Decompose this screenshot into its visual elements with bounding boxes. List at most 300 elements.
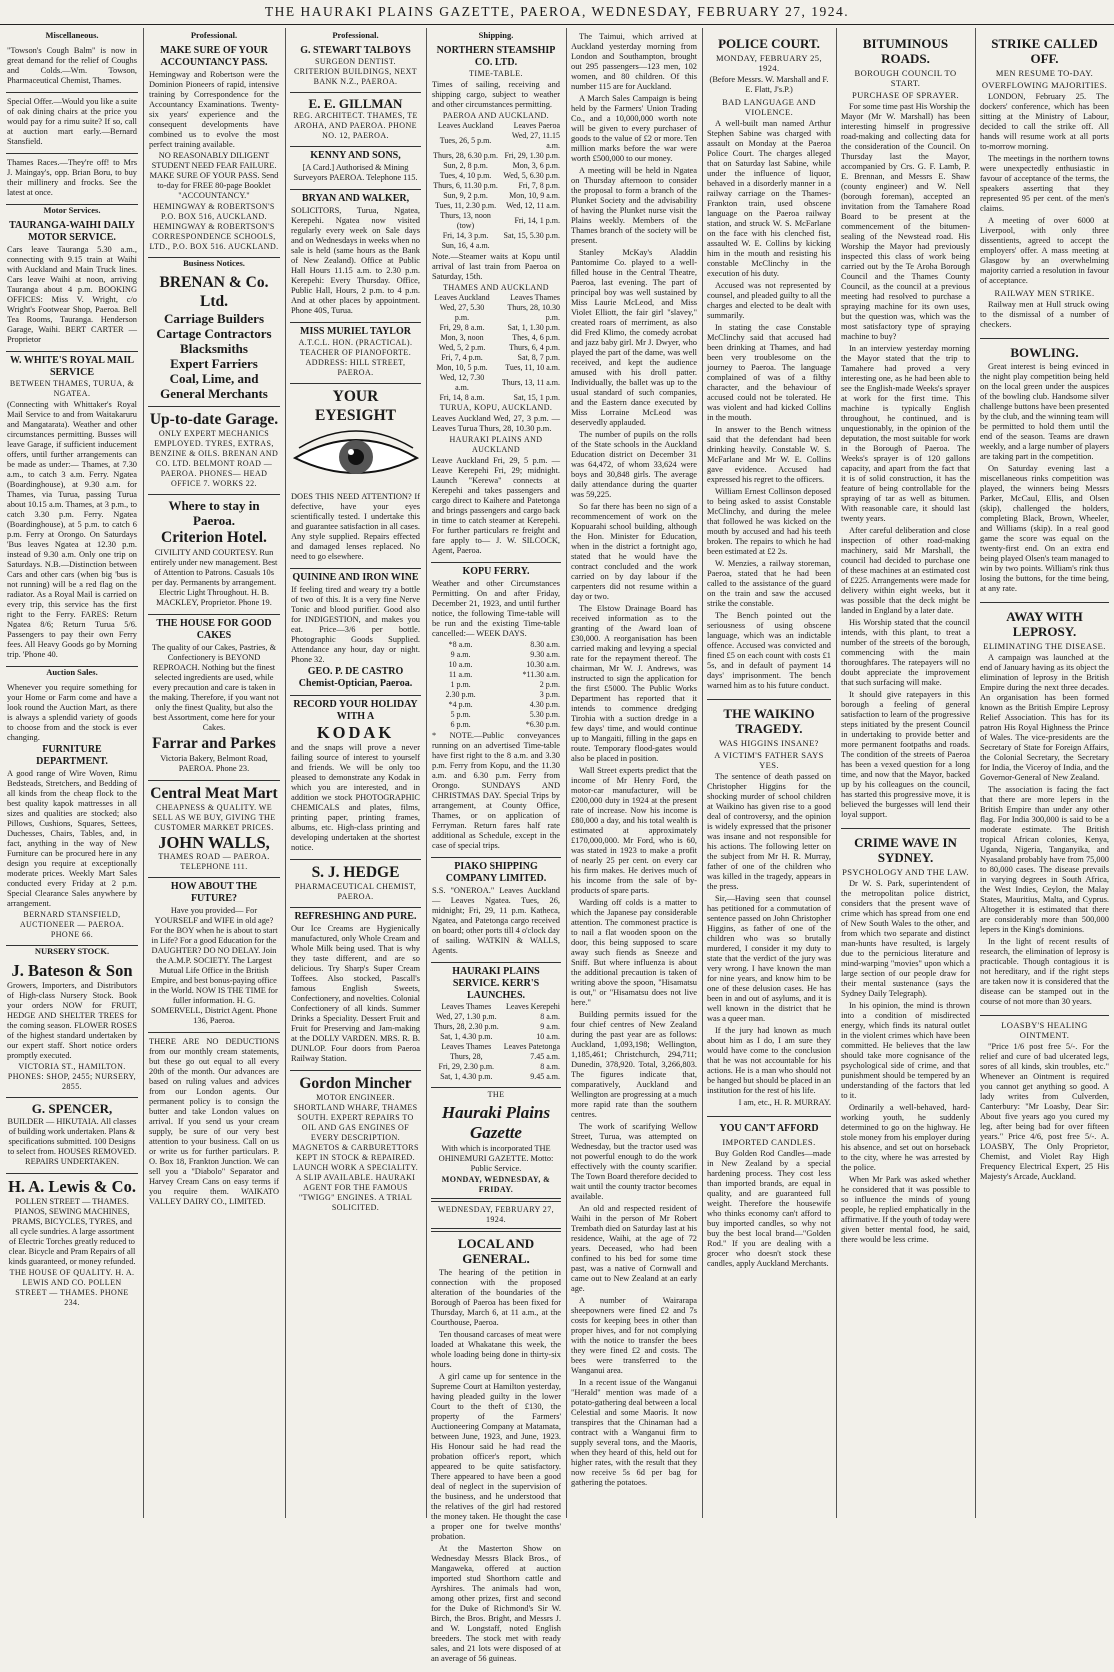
ad-text: DOES THIS NEED ATTENTION? If defective, have your eyes scientifically tested. I undertake this and guarantee satisfaction in all cases. Any style supplied. Repairs effected and damaged lenses replaced. No need to go elsewhere. (291, 492, 420, 561)
ad-heading: G. STEWART TALBOYS (300, 45, 411, 56)
ad-text: and the snaps will prove a never failing source of interest to yourself and friends. We will be only too pleased to demonstrate any Kodak in which you are interested, and in addition we stock PHOTOGRAPHIC CHEMICALS and plates, films, printing paper, printing frames, albums, etc. High-class printing and developing undertaken at the shortest notice. (291, 743, 420, 852)
timetable-header: Leaves Auckland (437, 121, 494, 130)
timetable-row (432, 191, 560, 201)
story-bowling (980, 339, 1109, 603)
story-paragraph: A March Sales Campaign is being held by the Farmers' Union Trading Co., and a 10,000,000 worth note will be given to every purchaser of goods to the value of £2 or more. Ten million marks before the war were worth £500,000 to our money. (571, 94, 697, 163)
nameplate-pre: THE (487, 1090, 505, 1099)
timetable-cell: Thurs, 28, 2.30 p.m. (433, 1022, 499, 1031)
timetable-row (432, 670, 560, 680)
ad-text: Victoria Bakery, Belmont Road, PAEROA. Phone 23. (160, 754, 268, 773)
timetable-cell: Fri, 29, 8 a.m. (439, 323, 485, 332)
timetable-row (432, 720, 560, 730)
timetable-row (432, 151, 560, 161)
timetable-cell: *6.30 p.m. (525, 720, 560, 729)
story-paragraph: A campaign was launched at the end of January having as its object the elimination of leprosy in the British Empire during the next three decades. An organisation has been formed known as the British Empire Leprosy Relief Association. This has for its patron His Royal Highness the Prince of Wales. The vice-presidents are the Secretary of State for Foreign Affairs, the Colonial Secretary, the Secretary for India, the Viceroy of India, and the Governor-General of New Zealand. (980, 653, 1109, 782)
timetable-cell: Tues, 11, 10 a.m. (505, 363, 560, 372)
section-heading: Professional. (190, 30, 238, 40)
story-paragraph: For some time past His Worship the Mayor (Mr W. Marshall) has been interesting himself in progressive road-making and collecting data for the consideration of the Council. On Thursday last the Mayor, accompanied by Crs. G. F. Lamb, P. E. Brennan, and Messrs E. Shaw (county engineer) and W. Nell (borough foreman), accepted an invitation from the Tamahere Road Board to be present at the commencement of the bitumen-sealing of the Newstead road. His Worship the Mayor had previously inspected this class of work being carried out by the Te Aroha Borough Council and the Thames County Council, as the council at a previous meeting had resolved to purchase a spraying machine for its own uses, but the question was, which was the most satisfactory type of spraying machine to buy? (841, 102, 970, 341)
story-paragraph: Stanley McKay's Aladdin Pantomime Co. played to a well-filled house in the Central Theatre, Paeroa, last evening. The part of principal boy was well sustained by Miss Laurie McLeod, and Miss Violet Elliott, the fair girl "slavey," created roars of merriment, as also did Fred Klimo, the comedy acrobat and jazz baby girl. Mr J. Dwyer, who played the part of the dame, was well received, and kept the audience amused with his droll patter. Individually, the ballet was up to the usual standard of such companies, and the Eastern dance executed by Miss Lorraine McLeod was deservedly applauded. (571, 248, 697, 427)
story-subheading: ELIMINATING THE DISEASE. (983, 641, 1106, 651)
timetable-cell: 4.30 p.m. (529, 700, 560, 709)
double-rule (431, 1198, 561, 1202)
story-paragraph: When Mr Park was asked whether he considered that it was possible to so influence the minds of young people, he replied emphatically in the affirmative. If the youth of today were given better mental food, he said, there would be less crime. (841, 1175, 970, 1244)
timetable-cell: Leaves Thames (441, 1002, 492, 1011)
ad-heading: BRENAN & Co. Ltd. (159, 274, 269, 310)
ad-heading: HAURAKI PLAINS SERVICE. KERR'S LAUNCHES. (452, 966, 540, 1001)
ad-special-offer (6, 93, 138, 154)
ad-text: Our Ice Creams are Hygienically manufactured, only Whole Cream and Whole Milk being used. That is why they taste different, and are so delicious. Try Sharp's Super Cream Toffees. Also stocked, Pascall's famous English Sweets, Confectionery, and novelties. Colonial Confectionery of all kinds. Summer Drinks a Speciality. Dessert Fruit and Fruit for Preserving and Jam-making at the DOLLY VARDEN. MRS. R. B. DUNLOP. Four doors from Paeroa Railway Station. (291, 924, 421, 1063)
timetable-cell: Wed, 12, 7.30 a.m. (439, 373, 485, 392)
timetable-cell: Leaves Patetonga (503, 1042, 560, 1051)
section-heading: Auction Sales. (46, 667, 98, 677)
ad-subheading: IMPORTED CANDLES. (722, 1137, 816, 1147)
story-subheading: MEN RESUME TO-DAY. (995, 68, 1094, 78)
ad-garage (148, 407, 280, 495)
timetable-heading: PAEROA AND AUCKLAND. (442, 111, 550, 120)
story-paragraph: An old and respected resident of Waihi in the person of Mr Robert Trembath died on Saturday last at his residence, Waihi, at the age of 72 years. Deceased, who had been confined to his bed for some time past, was a native of Cornwall and came out to New Zealand at an early age. (571, 1204, 697, 1293)
ad-text: Times of sailing, receiving and shipping cargo, subject to weather and other circumstances permitting. (432, 80, 560, 109)
ad-text: Hemingway and Robertson were the Dominion Pioneers of rapid, intensive training by Correspondence for the Accountancy Examinations. Twenty-six years' experience and the consequent developments have combined us to evolve the most perfect training available. (149, 70, 279, 149)
ad-spencer (6, 1098, 138, 1174)
ad-heading: JOHN WALLS, (158, 833, 270, 852)
ad-line: Carriage Builders (163, 311, 264, 326)
ad-heading: QUININE AND IRON WINE (292, 572, 419, 583)
ad-subheading: TIME-TABLE. (469, 69, 523, 78)
story-headline: AWAY WITH LEPROSY. (1006, 609, 1083, 639)
story-waikino-tragedy (707, 700, 831, 1117)
ad-heading: YOUR EYESIGHT (315, 388, 396, 424)
timetable-cell: 9 a.m. (450, 650, 471, 659)
ad-good-cakes (148, 615, 280, 781)
section-heading: Shipping. (478, 30, 514, 40)
ad-amp-society (148, 878, 280, 1033)
timetable-cell: Wed, 12, 11 a.m. (506, 201, 560, 210)
timetable-cell: Leaves Kerepehi (506, 1002, 560, 1011)
story-paragraph: The Bench pointed out the seriousness of using obscene language, which was an indictable offence. Accused was convicted and fined £5 on each count with costs £1 5s, and in default of payment 14 days' imprisonment. The bench warned him as to his future conduct. (707, 611, 831, 690)
ad-text: REG. ARCHITECT. THAMES, TE AROHA, AND PAEROA. PHONE NO. 12, PAEROA. (293, 111, 418, 140)
timetable-row (432, 181, 560, 191)
ad-piako-shipping (431, 858, 561, 963)
ad-white-royal-mail (6, 352, 138, 667)
timetable-cell: 5.30 p.m. (529, 710, 560, 719)
timetable-row (432, 343, 560, 353)
ad-heading: RECORD YOUR HOLIDAY WITH A (293, 699, 418, 722)
timetable-row (432, 323, 560, 333)
ad-brenan (148, 270, 280, 407)
timetable-cell: 8 a.m. (540, 1012, 560, 1021)
ad-heading: KOPU FERRY. (462, 566, 530, 577)
masthead-title: THE HAURAKI PLAINS GAZETTE, PAEROA, WEDNESDAY, FEBRUARY 27, 1924. (264, 4, 850, 19)
timetable-cell: *8 a.m. (448, 640, 473, 649)
ad-heading: Up-to-date Garage. (149, 411, 279, 428)
timetable-row (432, 1072, 560, 1082)
ad-muriel-taylor (290, 323, 421, 384)
story-paragraph: His Worship stated that the council intends, with this plant, to treat a number of the streets of the borough, commencing with the main thoroughfares. The ratepayers will no doubt appreciate the improvement that such surfacing will make. (841, 618, 970, 687)
ad-accountancy (148, 42, 280, 258)
ad-heading: NORTHERN STEAMSHIP CO. LTD. (436, 45, 556, 68)
story-paragraph: It should give ratepayers in this borough a feeling of general satisfaction to learn of the progressive steps initiated by the present Council in undertaking to provide better and more permanent footpaths and roads. The condition of the streets of Paeroa has been a vexed question for a long time, and now that the Mayor, backed up by his colleagues on the council, has started this progressive move, it is believed the burgesses will lend their loyal support. (841, 690, 970, 819)
column-3-professional (286, 30, 425, 1516)
timetable-row (432, 1052, 560, 1062)
timetable-cell: 8.30 a.m. (530, 640, 560, 649)
story-headline: CRIME WAVE IN SYDNEY. (854, 835, 957, 865)
section-heading: Professional. (332, 30, 379, 40)
ad-mincher (290, 1071, 421, 1218)
story-crime-wave (841, 829, 970, 1253)
story-signoff: I am, etc., H. R. MURRAY. (738, 1098, 831, 1107)
ad-heading: TAURANGA-WAIHI DAILY MOTOR SERVICE. (9, 220, 135, 243)
ad-address: VICTORIA ST., HAMILTON. PHONES: SHOP, 2455; NURSERY, 2855. (7, 1062, 137, 1091)
timetable-cell: Wed, 27, 5.30 p.m. (439, 303, 485, 322)
ad-heading: J. Bateson & Son (11, 961, 133, 980)
timetable-row (432, 1022, 560, 1032)
timetable-row (432, 211, 560, 231)
timetable-cell: Wed, 5, 2 p.m. (438, 343, 486, 352)
timetable-heading: HAURAKI PLAINS AND AUCKLAND (449, 435, 543, 454)
timetable-launches (432, 1002, 560, 1082)
timetable-cell: Sun, 2, 8 p.m. (443, 161, 488, 170)
timetable-cell: 10.30 a.m. (526, 660, 560, 669)
ad-heading: Criterion Hotel. (161, 529, 267, 546)
nameplate-title: Hauraki Plains Gazette (441, 1103, 551, 1142)
timetable-row (432, 241, 560, 251)
ad-heading: G. SPENCER, (31, 1101, 113, 1116)
ad-text: Special Offer.—Would you like a suite of oak dining chairs at the price you would pay for a rimu suite? If so, call at auction mart early.—Bernard Stansfield. (7, 97, 137, 146)
timetable-cell: Mon, 3, 6 p.m. (512, 161, 560, 170)
timetable-cell: Fri, 7, 8 p.m. (518, 181, 560, 190)
ad-hauraki-plains-service (431, 963, 561, 1088)
ad-bateson (6, 958, 138, 1098)
ad-heading: BRYAN AND WALKER, (301, 193, 410, 204)
story-bituminous-roads (841, 30, 970, 829)
timetable-row (432, 660, 560, 670)
timetable-cell: 9 a.m. (540, 1022, 560, 1031)
timetable-row (432, 363, 560, 373)
timetable-cell: 8 a.m. (540, 1062, 560, 1071)
ad-heading: HOW ABOUT THE FUTURE? (170, 881, 258, 904)
timetable-row (432, 353, 560, 363)
ad-northern-steamship (431, 42, 561, 563)
timetable-cell: Wed, 5, 6.30 p.m. (503, 171, 560, 180)
ad-heading: KODAK (316, 723, 395, 742)
story-paragraph: Warding off colds is a matter to which the Japanese pay considerable attention. The commonest practice is to nail a flat wooden spoon on the door, this being supposed to scare away such fiends as Sneeze and Sniff. But where influenza is about the additional precaution is taken of writing above the spoon, "Hisamatsu is out," or "Hisamatsu does not live here." (571, 898, 697, 1007)
story-subheading: PURCHASE OF SPRAYER. (851, 90, 960, 100)
story-paragraph: The work of scarifying Wellow Street, Turua, was attempted on Wednesday, but the tractor used was not powerful enough to do the work effectively with the county scarifier. The Town Board therefore decided to wait until the county tractor becomes available. (571, 1122, 697, 1201)
column-6-police-court (703, 30, 835, 1516)
story-paragraph: A meeting will be held in Ngatea on Thursday afternoon to consider the proposal to form a branch of the Plunket Society and the advisability of having the Plunket nurse visit the Plains weekly. Members of the Thames branch of the society will be present. (571, 166, 697, 245)
ad-heading: KENNY AND SONS, (310, 150, 401, 161)
timetable-row (432, 231, 560, 241)
timetable-cell: Fri, 14, 8 a.m. (439, 393, 485, 402)
timetable-cell: Sat, 1, 1.30 p.m. (507, 323, 560, 332)
ad-heading: Where to stay in Paeroa. (168, 498, 260, 528)
timetable-cell: Fri, 29, 1.30 p.m. (504, 151, 560, 160)
timetable-cell: Sat, 15, 5.30 p.m. (503, 231, 560, 240)
story-paragraph: A girl came up for sentence in the Supreme Court at Hamilton yesterday, having pleaded guilty in the lower Court to the theft of £130, the property of the Farmers' Auctioneering Company at Matamata, between June, 1923, and June, 1923. His Honour said he had read the probation officer's report, which appeared to be quite satisfactory. There appeared to have been a good deal of neglect in the supervision of the business, and he understood that the relatives of the girl had restored the money taken. He thought the case a proper one for twelve months' probation. (431, 1372, 561, 1541)
timetable-paeroa (432, 121, 560, 251)
ad-waikato-dairy (148, 1033, 280, 1213)
ad-text: A good range of Wire Woven, Rimu Bedsteads, Stretchers, and Bedding of all kinds from the cheap flock to the best quality kapok mattresses in all sizes and qualities are stocked; also Pillows, Cushions, Squares, Settees, Duchesses, Chairs, Tables, and, in fact, anything in the way of New Furniture can be procured here in any design you require at exceptionally moderate prices. Weekly Mart Sales conducted every Friday at 2 p.m. Special Clearance Sales anywhere by arrangement. (7, 769, 137, 908)
story-subheading: BAD LANGUAGE AND VIOLENCE. (722, 97, 816, 117)
story-headline: LOCAL AND GENERAL. (457, 1236, 535, 1266)
timetable-cell: Thurs, 6, 11.30 p.m. (433, 181, 498, 190)
story-headline: BOWLING. (1010, 345, 1079, 360)
timetable-cell: Thurs, 28, 6.30 p.m. (433, 151, 498, 160)
double-rule (431, 1228, 561, 1232)
ad-text: Leave Auckland Fri, 29, 5 p.m. — Leave Kerepehi Fri, 29; midnight. Launch "Kerewa" connects at Kerepehi and takes passengers and cargo direct to Kaihere and Patetonga and brings passengers and cargo back in time to catch steamer at Kerepehi. For further particulars re freight and fare apply to— J. W. SILCOCK, Agent, Paeroa. (432, 456, 560, 555)
timetable-cell: Mon, 3, noon (440, 333, 484, 342)
story-paragraph: The meetings in the northern towns were unexpectedly enthusiastic in favour of acceptance of the terms, the speakers asserting that they represented 95 per cent. of the men's claims. (980, 154, 1109, 213)
ad-text: "Towson's Cough Balm" is now in great demand for the relief of Coughs and Colds.—Wm. Towson, Pharmaceutical Chemist, Thames. (7, 46, 137, 85)
story-paragraph: In the light of recent results of research, the elimination of leprosy is practicable. Though contagious it is not hereditary, and if the right steps are taken now it is considered that the disease can be stamped out in the course of not more than 30 years. (980, 937, 1109, 1006)
ad-text: Cars leave Tauranga 5.30 a.m., connecting with 9.15 train at Waihi with Auckland and Main Truck lines. Cars leave Waihi at noon, arriving Tauranga about 4 p.m. BOOKING OFFICES: Miss V. Wright, c/o Wright's Footwear Shop, Paeroa. Bell Tea Rooms, Tauranga. Henderson Garage, Waihi. BERT CARTER — Proprietor (7, 245, 137, 344)
story-paragraph: In stating the case Constable McClinchy said that accused had been drinking at Thames, and had been very troublesome on the journey to Paeroa. The language complained of was of a filthy character, and the behaviour of accused could not be tolerated. He was violent and had kicked Collins in the mouth. (707, 323, 831, 422)
ad-text: CIVILITY AND COURTESY. Run entirely under new management. Best of Attention to Patrons. Casuals 10s per day. Permanents by arrangement. Electric Light Throughout. H. B. MACKLEY, Proprietor. Phone 19. (150, 548, 278, 607)
story-paragraph: The association is facing the fact that there are more lepers in the British Empire than under any other flag. For India 300,000 is said to be a moderate estimate. The British tropical African colonies, Kenya, Uganda, Nigeria, Tanganyika, and Nyasaland probably have from 75,000 to 80,000 cases. The disease prevails in varying degrees in South Africa, the West Indies, Ceylon, the Malay States, Mauritius, Malta, and Cyprus. Altogether it is estimated that there are considerably more than 500,000 lepers in the King's dominions. (980, 785, 1109, 934)
timetable-cell: Tues, 26, 5 p.m. (439, 136, 492, 145)
nameplate-subtitle: With which is incorporated THE OHINEMURI GAZETTE. Motto: Public Service. (438, 1144, 554, 1173)
ad-subheading: BETWEEN THAMES, TURUA, & NGATEA. (9, 379, 135, 398)
ad-tauranga-motor (6, 217, 138, 352)
ad-text: Growers, Importers, and Distributors of High-class Nursery Stock. Book your orders NOW for FRUIT, HEDGE AND SHELTER TREES for the coming season. FLOWER ROSES of the highest standard undertaken by our expert staff. Short notice orders promptly executed. (7, 981, 137, 1060)
timetable-row (432, 131, 560, 151)
ad-text: MOTOR ENGINEER. SHORTLAND WHARF, THAMES SOUTH. EXPERT REPAIRS TO OIL AND GAS ENGINES OF EVERY DESCRIPTION. MAGNETOS & CARBURETTORS KEPT IN STOCK & REPAIRED. LAUNCH WORK A SPECIALITY. A SLIP AVAILABLE. HAURAKI AGENT FOR THE FAMOUS "TWIGG" ENGINES. A TRIAL SOLICITED. (292, 1093, 419, 1212)
story-subheading: PSYCHOLOGY AND THE LAW. (842, 867, 969, 877)
story-paragraph: LONDON, February 25. The dockers' conference, which has been sitting at the Ministry of Labour, decided to call the strike off. All hands will resume work at all ports to-morrow morning. (980, 92, 1109, 151)
ad-kodak (290, 696, 421, 860)
ad-eyesight (290, 384, 421, 569)
timetable-cell: Thurs, 28, 10.30 p.m. (507, 303, 560, 322)
gazette-nameplate (431, 1088, 561, 1672)
timetable-cell: 1 p.m. (450, 680, 471, 689)
timetable-cell: 10 a.m. (536, 1032, 560, 1041)
ad-text: THERE ARE NO DEDUCTIONS from our monthly cream statements, but these go out equal to all every 20th of the month. Our advances are based on ruling values and advices from our London agents. Our permanent policy is to consign the butter and take London values on arrival. If you send us your cream supply, be sure of our very best attention to your business. Call on us or write us for further particulars. P. O. Box 18, Frankton Junction. We can sell you a "Diabolo" Separator and Harvey Cream Cans on easy terms if you require them. WAIKATO VALLEY DAIRY CO., LIMITED. (149, 1037, 279, 1206)
ad-text: Note.—Steamer waits at Kopu until arrival of last train from Paeroa on Saturday, 15th. (432, 252, 560, 281)
ad-text: A.T.C.L. HON. (PRACTICAL). TEACHER OF PIANOFORTE. ADDRESS: HILL STREET, PAEROA. (298, 338, 413, 377)
ad-heading: THE HOUSE FOR GOOD CAKES (156, 618, 272, 641)
ad-text: PHARMACEUTICAL CHEMIST, PAEROA. (294, 882, 417, 901)
story-paragraph: In a recent issue of the Wanganui "Herald" mention was made of a potato-gathering deal between a local Celestial and some Maoris. It now transpires that the Chinaman had a contract with a Wanganui firm to supply several tons, and the Maoris, when they heard of this, held out for higher rates, with the result that they now receive 5s 6d per bag for gathering the potatoes. (571, 1378, 697, 1487)
timetable-cell: 10 a.m. (448, 660, 473, 669)
ad-text: (Connecting with Whittaker's Royal Mail Service to and from Waitakaruru and Mangatarata). Weather and other circumstances permitting. Busses will leave Garage, if sufficient inducement offers, until further arrangements can be made as under:— Thames, at 7.30 a.m., to catch 3 a.m. Ferry. Ngatea (Boardinghouse), at 9.30 a.m. for Thames, via Turua, passing Turua about 10.15 a.m. Thames, at 3 p.m., to catch 3.30 p.m. Ferry. Ngatea (Boardinghouse), at 5 p.m. to catch 6 p.m. Ferry at Orongo. On Saturdays 'Bus leaves Ngatea at 12.30 p.m. instead of 9.30 a.m. Only one trip on Saturdays. N.B.—Distinction between Cars and other cars (when big 'bus is not running) will be a red flag on the radiator. As a Royal Mail is carried on every trip, this service has the first right to the Ferry. FARES: Return Ngatea 8/6; Return Turua 5/6. Passengers to pay their own Ferry fees. All Heavy Goods go by Morning trip. 'Phone 40. (7, 400, 137, 659)
timetable-cell: 6 p.m. (450, 720, 471, 729)
timetable-row (432, 373, 560, 393)
ad-kopu-ferry (431, 563, 561, 858)
timetable-cell: 5 p.m. (450, 710, 471, 719)
timetable-cell: Wed, 27, 11.15 a.m. (511, 131, 560, 150)
story-paragraph: At the Masterton Show on Wednesday Messrs Black Bros., of Mangaweka, offered at auction imported stud Shorthorn cattle and Ayrshires. The animals had won, among other prizes, first and second for the Duke of Richmond's Sir W. Birch, the Bros. Bright, and Messrs J. and W. Longstaff, noted English breeders. The stock met with ready sales, and 21 lots were disposed of at an average of 56 guineas. (431, 1544, 561, 1663)
timetable-row (432, 1042, 560, 1052)
ad-bryan-walker (290, 190, 421, 323)
ad-line: Cartage Contractors (156, 326, 272, 341)
timetable-row (432, 1002, 560, 1012)
story-paragraph: After careful deliberation and close inspection of other road-making machinery, said Mr Marshall, the council had decided to purchase one of these machines at an estimated cost of £225. Arrangements were made for delivery within eight weeks, but it was possible that the deck might be landed in England by a later date. (841, 526, 970, 615)
timetable-row (432, 680, 560, 690)
story-subheading: A VICTIM'S FATHER SAYS YES. (714, 750, 824, 770)
section-heading: NURSERY STOCK. (34, 946, 110, 956)
ad-gillman (290, 93, 421, 147)
timetable-cell: *11.30 a.m. (522, 670, 560, 679)
timetable-cell: Thes, 4, 6 p.m. (512, 333, 560, 342)
ad-text: BUILDER — HIKUTAIA. All classes of building work undertaken. Plans & specifications submitted. 100 Designs to select from. HOUSES REMOVED. REPAIRS UNDERTAKEN. (7, 1117, 137, 1166)
ad-hedge (290, 860, 421, 908)
story-paragraph: A number of Wairarapa sheepowners were fined £2 and 7s costs for keeping bees in other than proper hives, and for not complying with the notice to transfer the bees they were fined £2 and costs. The bees were transferred to the Wanganui area. (571, 1296, 697, 1375)
ad-heading: REFRESHING AND PURE. (294, 911, 417, 922)
ad-text: S.S. "ONEROA." Leaves Auckland — Leaves Ngatea. Tues, 26, midnight; Fri, 29, 11 p.m. Katheca, Ngatea, and Patetonga cargo received on board; other ports till 4 o'clock day of sailing. WATKIN & WALLS, Agents. (432, 886, 560, 955)
ad-line: General Merchants (160, 386, 268, 401)
story-leprosy (980, 603, 1109, 1016)
timetable-row (432, 650, 560, 660)
ad-line: Blacksmiths (180, 341, 248, 356)
story-paragraph: On Saturday evening last a miscellaneous rinks competition was played, the winners being Messrs Parker, McCaul, Ellis, and Olsen (skip), challenged the holders, completing Black, Brown, Wheeler, and Williams (skip). In a real good game the score was equal on the twenty-first end. On an extra end being played Olsen's team managed to win by two points. William's rink thus losing the buttons, for the time being, at any rate. (980, 464, 1109, 593)
timetable-heading: THAMES AND AUCKLAND (443, 283, 549, 292)
timetable-cell: Fri, 14, 3 p.m. (442, 231, 489, 240)
timetable-row (432, 1062, 560, 1072)
timetable-header: Leaves Auckland (434, 293, 490, 302)
timetable-row (432, 690, 560, 700)
issue-date: WEDNESDAY, FEBRUARY 27, 1924. (437, 1205, 555, 1224)
timetable-cell: Fri, 7, 4 p.m. (441, 353, 483, 362)
story-paragraph: Railway men at Hull struck owing to the dismissal of a number of checkers. (980, 300, 1109, 329)
ad-text: Buy Golden Rod Candles—made in New Zealand by a special hardening process. They cost less than imported brands, are equal in quality, and are guaranteed full weight. Therefore the housewife who thinks economy can't afford to buy imported candles, so why not buy the best local brand—"Golden Rod." If you are dealing with a grocer who doesn't stock these candles, apply Auckland Merchants. (707, 1149, 831, 1268)
story-paragraph: A well-built man named Arthur Stephen Sabine was charged with assault on Monday at the Paeroa Police Court. The charges alleged that on Saturday last Sabine, while under the influence of liquor, behaved in a disorderly manner in a railway carriage on the Thames-Frankton train, used obscene language on the Paeroa railway station, and struck W. S. McFarlane on the face with his clenched fist, assaulted W. E. Collins by kicking him in the mouth and resisting his constable McClinchy in the execution of his duty. (707, 119, 831, 278)
timetable-row (432, 333, 560, 343)
ad-text: NO REASONABLY DILIGENT STUDENT NEED FEAR FAILURE. MAKE SURE OF YOUR PASS. Send to-day for FREE 80-page Booklet "ACCOUNTANCY." (149, 151, 279, 200)
story-paragraph: In an interview yesterday morning the Mayor stated that the trip to Tamahere had proved a very interesting one, as he had been able to see the English-made Weeks's sprayer at work for the first time. This machine is typically English throughout, he continued, and is unquestionably, in the opinion of the deputation, the most suitable for work in the Borough of Paeroa. The Weeks's sprayer is of 120 gallons capacity, and apart from the fact that it is of solid construction, it has the feature of being controllable for the spraying of tar as well as bitumen. With reasonable care, it should last twenty years. (841, 344, 970, 523)
ad-text: Have you provided— For YOURSELF and WIFE in old age? For the BOY when he is about to start in Life? For a good Education for the DAUGHTER? DO NO DELAY. Join the A.M.P. SOCIETY. The Largest Mutual Life Office in the British Empire, and best bonus-paying office in the World. NOW IS THE TIME for fuller information. H. G. SOMERVELL, District Agent. Phone 136, Paeroa. (150, 906, 278, 1025)
timetable-row (432, 1012, 560, 1022)
timetable-cell: Fri, 29, 2.30 p.m. (438, 1062, 495, 1071)
timetable-cell: Sat, 15, 1 p.m. (513, 393, 560, 402)
masthead (0, 0, 1114, 25)
timetable-cell: Wed, 27, 1.30 p.m. (435, 1012, 497, 1021)
story-paragraph: W. Menzies, a railway storeman, Paeroa, stated that he had been called to the assistance of the guard on the train and saw the accused strike the constable. (707, 559, 831, 608)
column-2-business (144, 30, 284, 1516)
ad-heading: MISS MURIEL TAYLOR (300, 326, 411, 337)
timetable-cell: Sun, 9, 2 p.m. (443, 191, 488, 200)
column-7-bituminous-roads (837, 30, 974, 1516)
timetable-cell: 7.45 a.m. (530, 1052, 560, 1061)
ad-criterion-hotel (148, 495, 280, 615)
ad-line: Coal, Lime, and (169, 371, 259, 386)
ad-subheading: Chemist-Optician, Paeroa. (298, 678, 413, 689)
story-paragraph: A meeting of over 6000 at Liverpool, with only three dissentients, agreed to accept the employers' offer. A mass meeting at Glasgow by an overwhelming majority carried a resolution in favour of acceptance. (980, 216, 1109, 285)
timetable-row (432, 303, 560, 323)
ad-text: Weather and other Circumstances Permitting. On and after Friday, December 21, 1923, and until further notice, the following Time-table will be run and the existing Time-table cancelled:— WEEK DAYS. (432, 579, 560, 638)
timetable-header: Leaves Thames (510, 293, 560, 302)
ad-signoff: BERNARD STANSFIELD, AUCTIONEER — PAEROA. PHONE 66. (19, 910, 125, 939)
ad-text: POLLEN STREET — THAMES. PIANOS, SEWING MACHINES, PRAMS, BICYCLES, TYRES, and all cycle sundries. A large assortment of Electric Torches greatly reduced to clear. Bicycle and Pram Repairs of all kinds guaranteed, or money refunded. (8, 1197, 136, 1266)
story-dateline: MONDAY, FEBRUARY 25, 1924. (716, 53, 822, 73)
story-byline: (Before Messrs. W. Marshall and F. E. Flatt, J's.P.) (709, 75, 829, 94)
story-paragraph: Building permits issued for the four chief centres of New Zealand during the past year are as follows: Auckland, 1,093,198; Wellington, 1,185,461; Christchurch, 294,711; Dunedin, 378,920. Total, 3,266,803. The figures indicate that, comparatively, Auckland and Wellington are progressing at a much more rapid rate than the southern centres. (571, 1010, 697, 1119)
story-paragraph: Dr W. S. Park, superintendent of the metropolitan police district, considers that the present wave of crime which has spread from one end of New South Wales to the other, and from which two separate and distinct man-hunts have resulted, is largely due to the pernicious literature and mind-warping "movies" upon which a large section of our people draw for their mental sustenance (says the Sydney Daily Telegraph). (841, 879, 970, 998)
ad-heading: Gordon Mincher (299, 1075, 412, 1092)
timetable-row (432, 710, 560, 720)
timetable-cell: 3 p.m. (539, 690, 560, 699)
timetable-cell: 2.30 p.m. (445, 690, 476, 699)
timetable-ferry (432, 640, 560, 730)
timetable-row (432, 393, 560, 403)
timetable-cell: 2 p.m. (539, 680, 560, 689)
timetable-cell: Thurs, 6, 4 p.m. (509, 343, 560, 352)
timetable-cell: *4 p.m. (448, 700, 473, 709)
ad-heading: PIAKO SHIPPING COMPANY LIMITED. (445, 861, 547, 884)
ad-thames-races (6, 154, 138, 205)
ad-text: If feeling tired and weary try a bottle of two of this. It is a very fine Nerve Tonic and blood purifier. Good also for INDIGESTION, and makes you eat. Price—3/6 per bottle. Photographic Goods Supplied. Attendance any hour, day or night. Phone 32. (291, 585, 420, 664)
timetable-cell: Sun, 16, 4 a.m. (441, 241, 490, 250)
story-paragraph: Accused was not represented by counsel, and pleaded guilty to all the charges and elected to be dealt with summarily. (707, 281, 831, 320)
story-paragraph: William Ernest Collinson deposed to being asked to assist Constable McClinchy, and during the melee that followed he was kicked on the mouth by accused and had his teeth broken. The repairs to which he had been estimated at £2 2s. (707, 487, 831, 556)
ad-line: Expert Farriers (170, 356, 258, 371)
local-general-continued (571, 30, 697, 1496)
story-paragraph: In answer to the Bench witness said that the defendant had been drinking heavily. Constable W. S. McFarlane and Mr W. E. Collins gave evidence. Accused had expressed his regret to the officers. (707, 425, 831, 484)
ad-loasby-ointment (980, 1016, 1109, 1190)
ad-heading: GEO. P. DE CASTRO (307, 666, 404, 677)
section-heading: Miscellaneous. (45, 30, 99, 40)
ad-heading: MAKE SURE OF YOUR ACCOUNTANCY PASS. (160, 45, 268, 68)
ad-address: HEMINGWAY & ROBERTSON'S P.O. BOX 516, AUCKLAND. HEMINGWAY & ROBERTSON'S CORRESPONDENCE SCHOOLS, LTD., P.O. BOX 516. AUCKLAND. (149, 202, 279, 251)
ad-heading: E. E. GILLMAN (308, 96, 403, 111)
ad-heading: S. J. HEDGE (311, 864, 400, 881)
story-paragraph: Great interest is being evinced in the night play competition being held on the local green under the auspices of the bowling club. Handsome silver challenge buttons have been presented by the club, and the winning team will be permitted to hold them until the end of the season. Teams are drawn weekly, and a large number of players are taking part in the competition. (980, 362, 1109, 461)
timetable-cell: Sat, 1, 4.30 p.m. (440, 1072, 493, 1081)
ad-heading: YOU CAN'T AFFORD (719, 1123, 819, 1134)
eye-icon (291, 428, 421, 484)
ad-heading: Central Meat Mart (150, 785, 278, 802)
ad-heading: H. A. Lewis & Co. (8, 1177, 136, 1196)
timetable-row (432, 640, 560, 650)
timetable-cell: Sat, 8, 7 p.m. (517, 353, 560, 362)
timetable-row (432, 171, 560, 181)
ad-quinine (290, 569, 421, 696)
column-1-classifieds (2, 30, 142, 1516)
column-5-local-news (567, 30, 701, 1516)
ad-towson (6, 42, 138, 93)
ad-text: SOLICITORS, Turua, Ngatea, Kerepehi. Ngatea now visited regularly every week on Sale days and on Wednesdays in weeks when no sale is held (same hours as the Bank of New Zealand). Office at Public Hall Hours 11.15 a.m. to 2.30 p.m. Kerepehi: Every Thursday. Office, Public Hall, Hours, 2 p.m. to 4 p.m. And at other places by appointment. Phone 40S, Turua. (291, 206, 420, 315)
story-subheading: RAILWAY MEN STRIKE. (994, 288, 1095, 298)
timetable-cell (499, 241, 560, 251)
ad-address: THAMES ROAD — PAEROA. TELEPHONE 111. (158, 852, 270, 871)
story-paragraph: Ten thousand carcases of meat were loaded at Whakatane this week, the whole loading being done in thirty-six hours. (431, 1330, 561, 1369)
ad-lewis (6, 1174, 138, 1313)
timetable-cell: Thurs, 13, 11 a.m. (501, 378, 560, 387)
story-paragraph: The Taimui, which arrived at Auckland yesterday morning from London and Southampton, brought out 295 passengers—123 men, 102 women, and 80 children. Of this number 115 are for Auckland. (571, 32, 697, 91)
ad-text: Thames Races.—They're off! to Mrs J. Maingay's, opp. Brian Boru, to buy their millinery and frocks. See the latest at once. (7, 158, 137, 197)
ad-central-meat-mart (148, 781, 280, 878)
ad-heading: Farrar and Parkes (152, 735, 276, 752)
story-paragraph: Sir,—Having seen that counsel has petitioned for a commutation of sentence passed on John Christopher Higgins, as father of one of the children who was so brutally murdered, I consider it my duty to state that the verdict of the jury was very wrong. I have known the man for nine years, and know him to be one of these delusion cases. He has been in and out of asylums, and it is well known in the district that he was a queer man. (707, 894, 831, 1023)
timetable-cell: 9.30 a.m. (530, 650, 560, 659)
timetable-row (432, 201, 560, 211)
timetable-cell: Mon, 10, 9 a.m. (509, 191, 560, 200)
story-subheading: WAS HIGGINS INSANE? (719, 738, 819, 748)
timetable-cell: 9.45 a.m. (530, 1072, 560, 1081)
story-paragraph: The sentence of death passed on Christopher Higgins for the shocking murder of school children at Waikino has given rise to a good deal of controversy, and the opinion is widely expressed that the prisoner was insane and not responsible for his actions. The following letter on the subject from Mr H. R. Murray, father of one of the children who was killed in the tragedy, appears in the press. (707, 772, 831, 891)
story-paragraph: Ordinarily a well-behaved, hard-working youth, he suddenly determined to go on the highway. He stole money from his employer during his absence, and set out on horseback to the city, where he was arrested by the police. (841, 1103, 970, 1172)
column-4-shipping (427, 30, 565, 1663)
timetable-cell: Tues, 11, 2.30 p.m. (434, 201, 497, 210)
timetable-cell: Sat, 1, 4.30 p.m. (440, 1032, 493, 1041)
ad-text: * NOTE.—Public conveyances running on an advertised Time-table have first right to the 8 a.m. and 3.30 p.m. Ferry from Kopu, and the 11.30 a.m. and 6.30 p.m. Ferry from Orongo. SUNDAYS AND CHRISTMAS DAY. Special Trips by arrangement, at County Office, Thames, or on application of Ferryman. Return fares half rate additional as Schedule, except in the case of special trips. (432, 731, 560, 850)
timetable-cell: Thurs, 28, (449, 1052, 483, 1061)
section-heading: Motor Services. (43, 205, 101, 215)
timetable-row (432, 700, 560, 710)
story-paragraph: The hearing of the petition in connection with the proposed alteration of the boundaries of the Borough of Paeroa has been fixed for Thursday, March 6, at 11 a.m., at the Courthouse, Paeroa. (431, 1268, 561, 1327)
story-paragraph: The number of pupils on the rolls of the State schools in the Auckland Education district on December 31 was 64,472, of whom 33,624 were boys and 30,848 girls. The average daily attendance during the quarter was 59,225. (571, 430, 697, 499)
ad-text: CHEAPNESS & QUALITY. WE SELL AS WE BUY, GIVING THE CUSTOMER MARKET PRICES. (152, 803, 276, 832)
timetable-cell: Leaves Thames (441, 1042, 492, 1051)
